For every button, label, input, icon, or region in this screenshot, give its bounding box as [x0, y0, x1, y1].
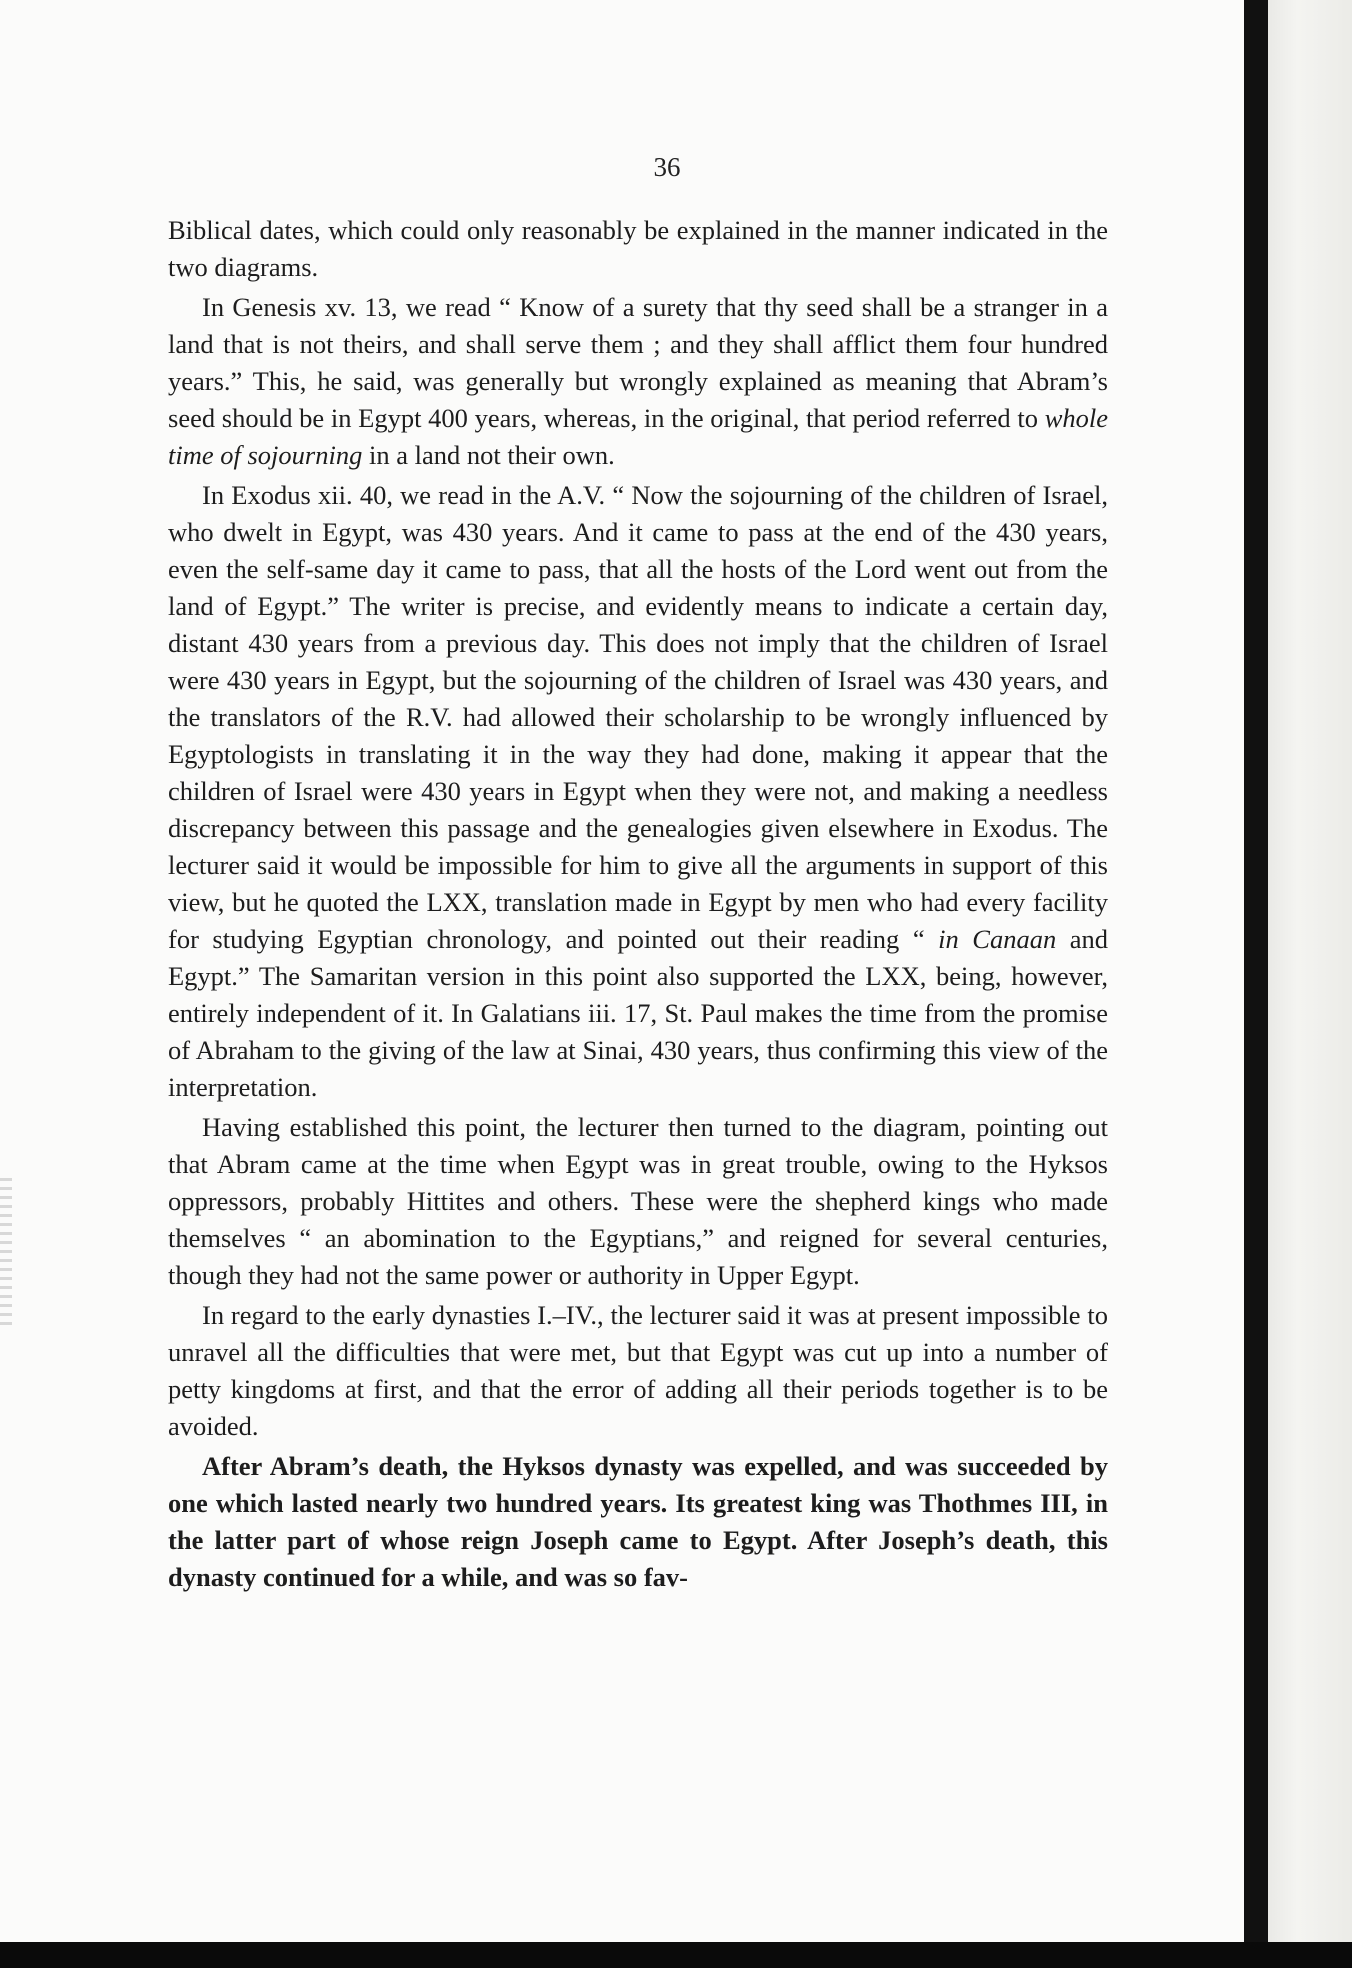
paragraph-3-emphasis: in Canaan [938, 924, 1057, 954]
paragraph-3-start: In Exodus xii. 40, we read in the A.V. “ Now the sojourning of the children of Israel, who dwelt in Egypt, was 430 years. And it came to pass at the end of the 430 years, even the self-same day it came to pass, that all the hosts of the Lord went out from the land of Egypt.” The writer is precise, and evidently means to indicate a certain day, distant 430 years from a previous day. This does not imply that the children of Israel were 430 years in Egypt, but the sojourning of the children of Israel was 430 years, and the translators of the R.V. had allowed their scholarship to be wrongly influenced by Egyptologists in translating it in the way they had done, making it appear that the children of Israel were 430 years in Egypt when they were not, and making a needless discrepancy between this passage and the genealogies given elsewhere in Exodus. The lecturer said it would be impossible for him to give all the arguments in support of this view, but he quoted the LXX, translation made in Egypt by men who had every facility for studying Egyptian chronology, and pointed out their reading “ [168, 480, 1108, 954]
paragraph-2-end: in a land not their own. [362, 440, 615, 470]
paragraph-3-end: and Egypt.” The Samaritan version in this point also supported the LXX, being, however, entirely independent of it. In Galatians iii. 17, St. Paul makes the time from the promise of Abraham to the giving of the law at Sinai, 430 years, thus confirming this view of the interpretation. [168, 924, 1108, 1102]
gutter-shadow [0, 1178, 12, 1328]
paragraph-3 [168, 477, 1108, 1106]
paragraph-4: Having established this point, the lecturer then turned to the diagram, pointing out that Abram came at the time when Egypt was in great trouble, owing to the Hyksos oppressors, probably Hittites and others. These were the shepherd kings who made themselves “ an abomination to the Egyptians,” and reigned for several centuries, though they had not the same power or authority in Upper Egypt. [168, 1112, 1108, 1290]
paragraph-2-emphasis: whole time of sojourning [168, 403, 1108, 470]
body-text [168, 212, 1108, 1596]
paragraph-5: In regard to the early dynasties I.–IV., the lecturer said it was at present impossible to unravel all the difficulties that were met, but that Egypt was cut up into a number of petty kingdoms at first, and that the error of adding all their periods together is to be avoided. [168, 1300, 1108, 1441]
paragraph-6: After Abram’s death, the Hyksos dynasty was expelled, and was succeeded by one which lasted nearly two hundred years. Its greatest king was Thothmes III, in the latter part of whose reign Joseph came to Egypt. After Joseph’s death, this dynasty continued for a while, and was so fav- [168, 1451, 1108, 1592]
book-spine [1244, 0, 1268, 1968]
paragraph-1: Biblical dates, which could only reasonably be explained in the manner indicated in the two diagrams. [168, 215, 1108, 282]
scan-border [0, 1942, 1352, 1968]
facing-page-edge [1268, 0, 1352, 1968]
paragraph-2-start: In Genesis xv. 13, we read “ Know of a surety that thy seed shall be a stranger in a land that is not theirs, and shall serve them ; and they shall afflict them four hundred years.” This, he said, was generally but wrongly explained as meaning that Abram’s seed should be in Egypt 400 years, whereas, in the original, that period referred to [168, 292, 1108, 433]
paragraph-2 [168, 289, 1108, 474]
page-number: 36 [653, 152, 681, 182]
